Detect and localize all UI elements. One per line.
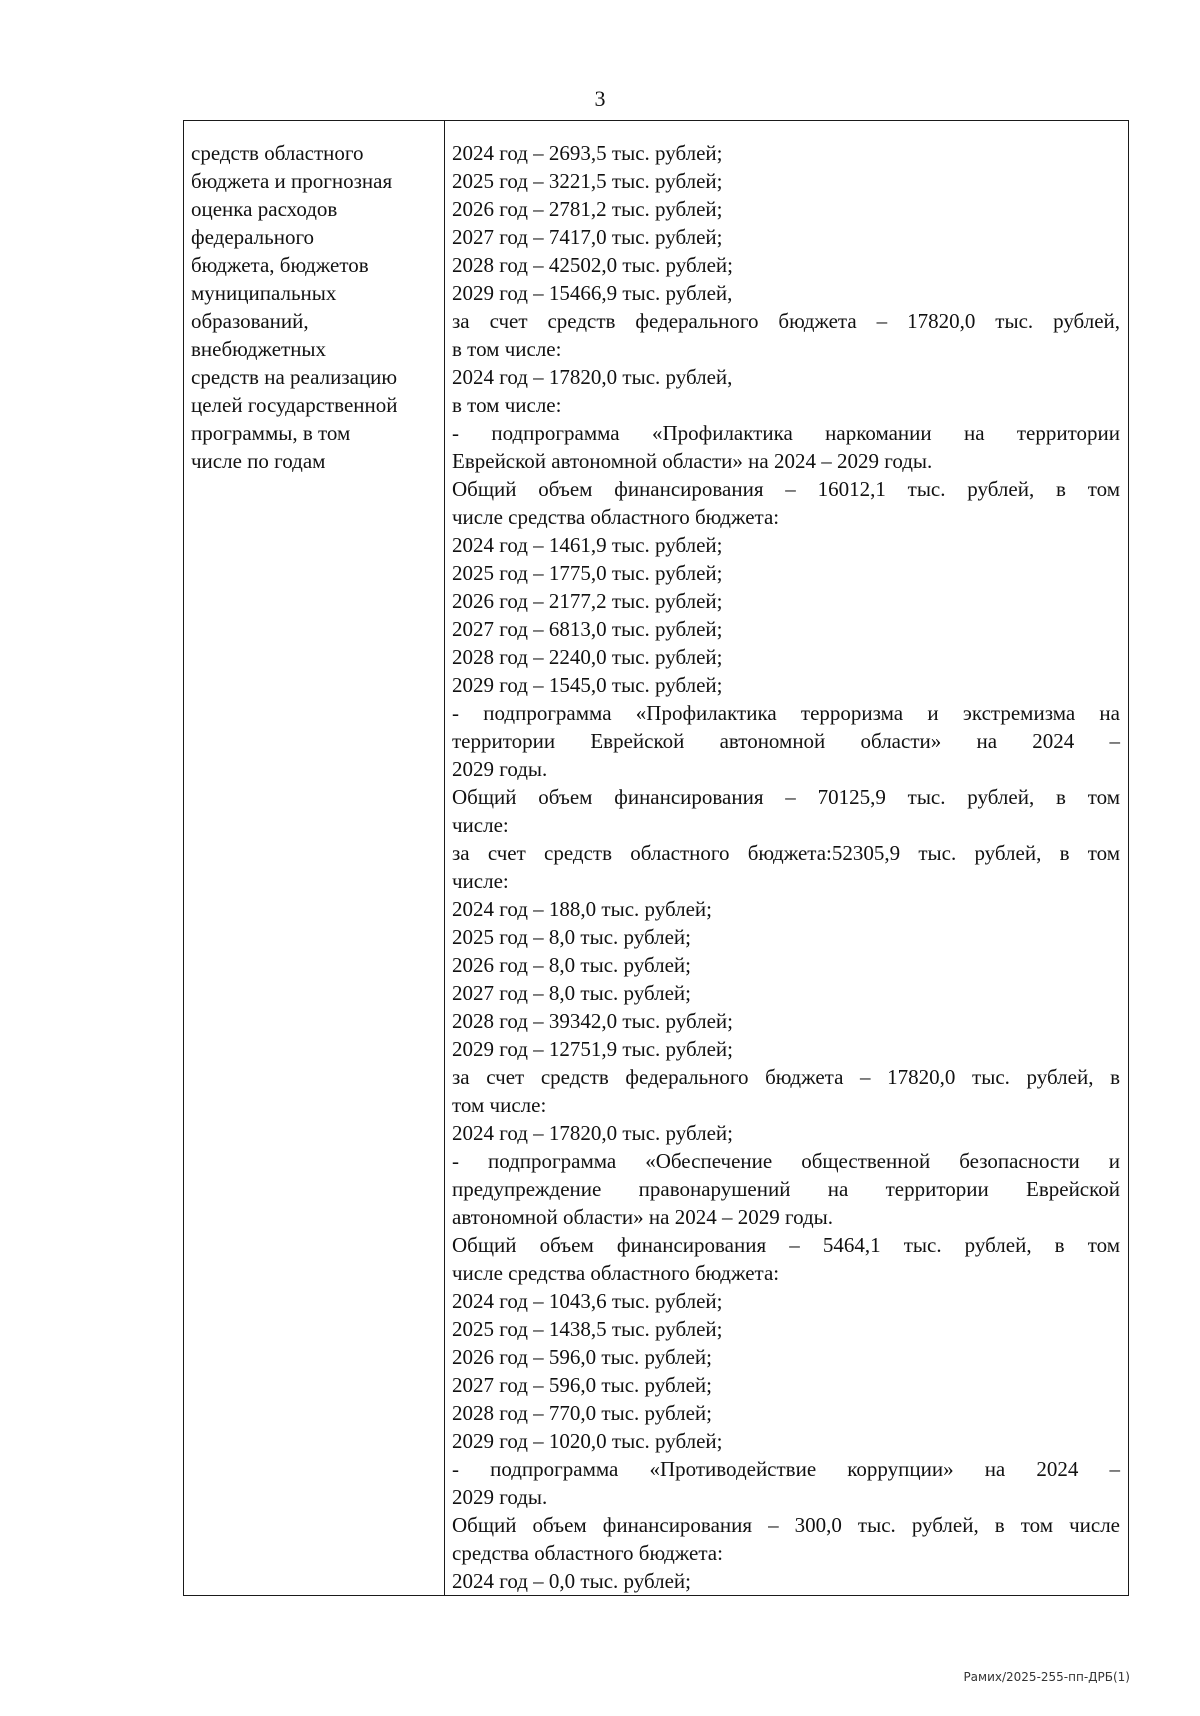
left-cell-line: оценка расходов [191,197,338,221]
table-row [184,121,1129,1596]
left-cell-line: средств на реализацию [191,365,398,389]
left-cell-line: числе по годам [191,449,326,473]
right-cell-line: Общий объем финансирования – 16012,1 тыс. рублей, в том [452,477,1120,501]
left-cell-line: образований, [191,309,309,333]
right-cell-line: 2024 год – 2693,5 тыс. рублей; [452,141,723,165]
right-cell-line: 2029 годы. [452,757,548,781]
right-cell-line: 2026 год – 2781,2 тыс. рублей; [452,197,723,221]
right-cell-line: 2024 год – 0,0 тыс. рублей; [452,1569,692,1593]
right-cell-text [445,121,1128,1595]
right-cell-line: 2029 годы. [452,1485,548,1509]
right-cell-line: 2028 год – 770,0 тыс. рублей; [452,1401,713,1425]
right-cell-line: 2025 год – 3221,5 тыс. рублей; [452,169,723,193]
right-cell-line: автономной области» на 2024 – 2029 годы. [452,1205,834,1229]
right-cell-line: Общий объем финансирования – 70125,9 тыс. рублей, в том [452,785,1120,809]
right-cell-line: 2024 год – 188,0 тыс. рублей; [452,897,713,921]
left-cell-line: внебюджетных [191,337,327,361]
right-cell-line: 2029 год – 1545,0 тыс. рублей; [452,673,723,697]
right-cell-line: 2029 год – 15466,9 тыс. рублей, [452,281,733,305]
right-cell [445,121,1129,1596]
right-cell-line: 2026 год – 8,0 тыс. рублей; [452,953,692,977]
right-cell-line: - подпрограмма «Профилактика терроризма и экстремизма на [452,701,1120,725]
right-cell-line: 2024 год – 1043,6 тыс. рублей; [452,1289,723,1313]
right-cell-line: за счет средств федерального бюджета – 17820,0 тыс. рублей, в [452,1065,1120,1089]
left-cell-line: федерального [191,225,315,249]
right-cell-line: 2027 год – 596,0 тыс. рублей; [452,1373,713,1397]
right-cell-line: числе: [452,869,509,893]
right-cell-line: предупреждение правонарушений на территории Еврейской [452,1177,1120,1201]
left-cell [184,121,445,1596]
right-cell-line: 2024 год – 17820,0 тыс. рублей; [452,1121,734,1145]
right-cell-line: за счет средств областного бюджета:52305,9 тыс. рублей, в том [452,841,1120,865]
left-cell-line: муниципальных [191,281,337,305]
right-cell-line: за счет средств федерального бюджета – 17820,0 тыс. рублей, [452,309,1120,333]
right-cell-line: 2026 год – 2177,2 тыс. рублей; [452,589,723,613]
left-cell-text [184,121,444,475]
right-cell-line: в том числе: [452,393,562,417]
right-cell-line: 2025 год – 8,0 тыс. рублей; [452,925,692,949]
right-cell-line: числе средства областного бюджета: [452,505,780,529]
left-cell-line: бюджета и прогнозная [191,169,393,193]
right-cell-line: 2029 год – 12751,9 тыс. рублей; [452,1037,734,1061]
right-cell-line: 2027 год – 6813,0 тыс. рублей; [452,617,723,641]
right-cell-line: числе: [452,813,509,837]
right-cell-line: 2027 год – 7417,0 тыс. рублей; [452,225,723,249]
right-cell-line: 2028 год – 39342,0 тыс. рублей; [452,1009,734,1033]
right-cell-line: - подпрограмма «Противодействие коррупции» на 2024 – [452,1457,1120,1481]
left-cell-line: средств областного [191,141,364,165]
right-cell-line: в том числе: [452,337,562,361]
passport-table [183,120,1129,1596]
left-cell-line: целей государственной [191,393,398,417]
right-cell-line: Общий объем финансирования – 300,0 тыс. рублей, в том числе [452,1513,1120,1537]
left-cell-line: программы, в том [191,421,351,445]
right-cell-line: 2028 год – 42502,0 тыс. рублей; [452,253,734,277]
right-cell-line: 2024 год – 17820,0 тыс. рублей, [452,365,733,389]
right-cell-line: 2025 год – 1438,5 тыс. рублей; [452,1317,723,1341]
right-cell-line: Общий объем финансирования – 5464,1 тыс. рублей, в том [452,1233,1120,1257]
right-cell-line: Еврейской автономной области» на 2024 – 2029 годы. [452,449,933,473]
right-cell-line: средства областного бюджета: [452,1541,723,1565]
right-cell-line: том числе: [452,1093,547,1117]
right-cell-line: 2028 год – 2240,0 тыс. рублей; [452,645,723,669]
document-code: Рамих/2025-255-пп-ДРБ(1) [963,1670,1130,1684]
right-cell-line: 2024 год – 1461,9 тыс. рублей; [452,533,723,557]
right-cell-line: территории Еврейской автономной области» на 2024 – [452,729,1120,753]
right-cell-line: 2029 год – 1020,0 тыс. рублей; [452,1429,723,1453]
left-cell-line: бюджета, бюджетов [191,253,369,277]
right-cell-line: - подпрограмма «Профилактика наркомании на территории [452,421,1120,445]
right-cell-line: 2026 год – 596,0 тыс. рублей; [452,1345,713,1369]
right-cell-line: - подпрограмма «Обеспечение общественной безопасности и [452,1149,1120,1173]
right-cell-line: 2025 год – 1775,0 тыс. рублей; [452,561,723,585]
page-number: 3 [594,86,606,111]
right-cell-line: 2027 год – 8,0 тыс. рублей; [452,981,692,1005]
right-cell-line: числе средства областного бюджета: [452,1261,780,1285]
